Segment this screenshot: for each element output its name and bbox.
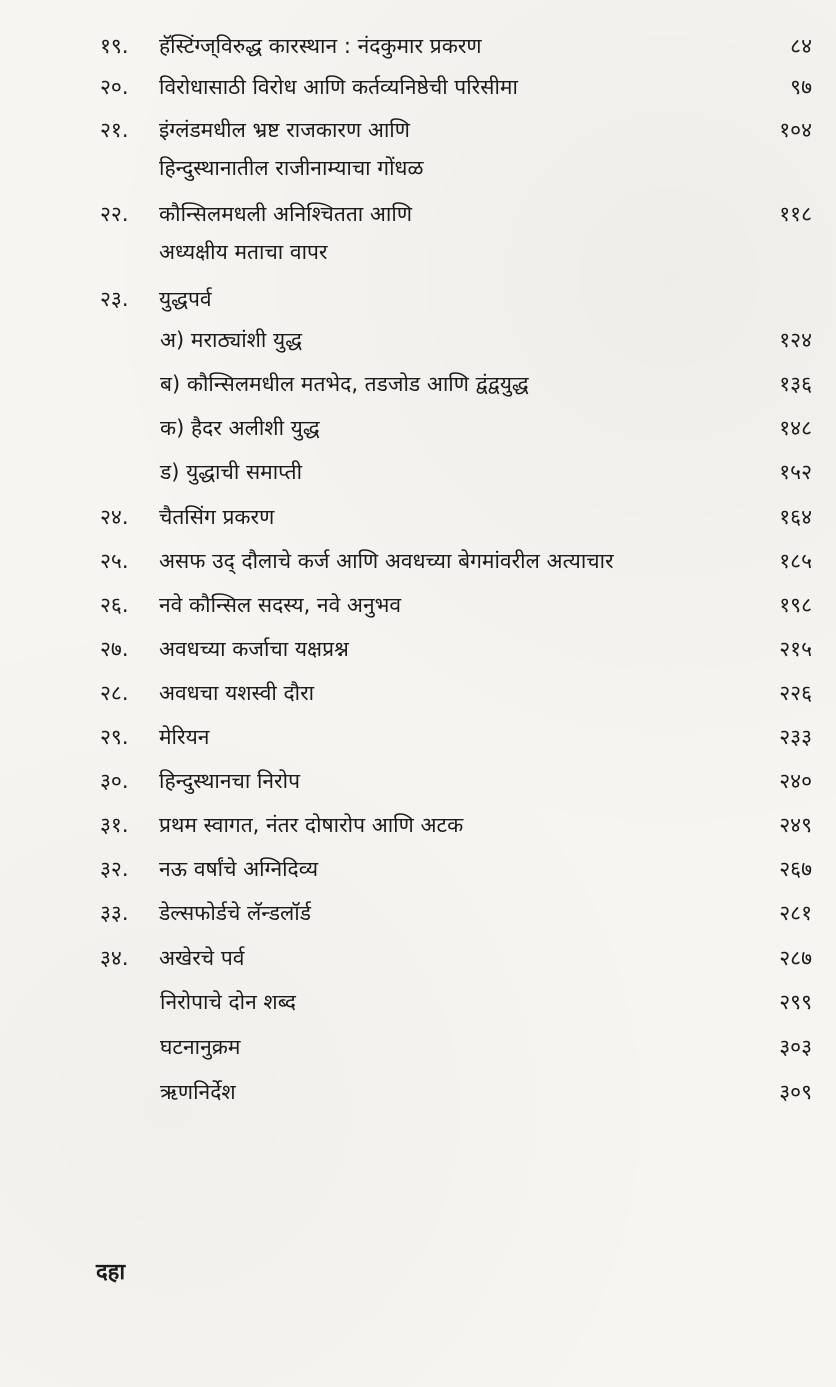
entry-page-number: १४८: [779, 416, 812, 440]
toc-entry: [0, 326, 836, 366]
entry-page-number: २४०: [779, 769, 812, 793]
entry-number: २६.: [100, 593, 129, 617]
page-footer-label: दहा: [96, 1260, 126, 1285]
entry-title: नवे कौन्सिल सदस्य, नवे अनुभव: [159, 593, 402, 617]
toc-entry: [0, 503, 836, 543]
entry-title: हॅस्टिंग्ज्‌विरुद्ध कारस्थान : नंदकुमार प्रकरण: [159, 34, 482, 58]
toc-entry: [0, 944, 836, 984]
entry-title-continued: अध्यक्षीय मताचा वापर: [159, 240, 328, 264]
entry-title: प्रथम स्वागत, नंतर दोषारोप आणि अटक: [159, 813, 464, 837]
entry-number: ३१.: [100, 813, 129, 837]
entry-page-number: २९९: [779, 990, 812, 1014]
entry-page-number: १९८: [779, 593, 812, 617]
toc-entry: [0, 635, 836, 675]
entry-title: नऊ वर्षांचे अग्निदिव्य: [159, 857, 319, 881]
entry-number: ३३.: [100, 901, 129, 925]
toc-entry: [0, 988, 836, 1028]
entry-title: अवधच्या कर्जाचा यक्षप्रश्न: [159, 637, 349, 661]
entry-page-number: २३३: [779, 725, 812, 749]
toc-entry: [0, 855, 836, 895]
entry-title: ऋणनिर्देश: [160, 1080, 236, 1104]
entry-title: युद्धपर्व: [159, 287, 212, 311]
entry-title: अखेरचे पर्व: [159, 946, 245, 970]
toc-entry: [0, 723, 836, 763]
toc-entry: [0, 591, 836, 631]
entry-number: ३४.: [100, 946, 129, 970]
entry-page-number: ११८: [779, 202, 812, 226]
entry-number: ३२.: [100, 857, 129, 881]
entry-title: घटनानुक्रम: [160, 1035, 241, 1059]
entry-title: अ) मराठ्यांशी युद्ध: [160, 328, 302, 352]
entry-title: ड) युद्धाची समाप्ती: [160, 460, 303, 484]
toc-entry: [0, 414, 836, 454]
entry-title-continued: हिन्दुस्थानातील राजीनाम्याचा गोंधळ: [159, 156, 424, 180]
entry-number: २३.: [100, 287, 129, 311]
entry-number: १९.: [100, 34, 129, 58]
entry-page-number: ३०९: [779, 1080, 812, 1104]
entry-number: २५.: [100, 549, 129, 573]
entry-number: ३०.: [100, 769, 129, 793]
entry-title: चैतसिंग प्रकरण: [159, 505, 275, 529]
entry-page-number: २२६: [779, 681, 812, 705]
entry-page-number: ३०३: [779, 1035, 812, 1059]
entry-page-number: ८४: [790, 34, 812, 58]
entry-title: निरोपाचे दोन शब्द: [160, 990, 296, 1014]
toc-entry: [0, 899, 836, 939]
entry-title: अवधचा यशस्वी दौरा: [159, 681, 315, 705]
toc-entry: [0, 1033, 836, 1073]
toc-entry: [0, 370, 836, 410]
entry-number: २७.: [100, 637, 129, 661]
entry-page-number: १८५: [779, 549, 812, 573]
entry-page-number: ९७: [790, 75, 812, 99]
entry-page-number: २१५: [779, 637, 812, 661]
entry-number: २०.: [100, 75, 129, 99]
entry-title: इंग्लंडमधील भ्रष्ट राजकारण आणि: [159, 118, 410, 142]
toc-entry: [0, 32, 836, 72]
entry-title: डेल्सफोर्डचे लॅन्डलॉर्ड: [159, 901, 311, 925]
entry-page-number: १३६: [779, 372, 812, 396]
toc-entry: [0, 116, 836, 188]
entry-title: क) हैदर अलीशी युद्ध: [160, 416, 320, 440]
entry-page-number: २४९: [779, 813, 812, 837]
entry-number: २४.: [100, 505, 129, 529]
toc-entry: [0, 1078, 836, 1118]
toc-entry: [0, 285, 836, 325]
toc-entry: [0, 811, 836, 851]
entry-title: कौन्सिलमधली अनिश्चितता आणि: [159, 202, 413, 226]
entry-page-number: १०४: [779, 118, 812, 142]
toc-entry: [0, 458, 836, 498]
entry-title: असफ उद्‌ दौलाचे कर्ज आणि अवधच्या बेगमांवरील अत्याचार: [159, 549, 614, 573]
entry-page-number: २८७: [779, 946, 812, 970]
toc-entry: [0, 200, 836, 272]
entry-page-number: १६४: [779, 505, 812, 529]
entry-page-number: १२४: [779, 328, 812, 352]
toc-entry: [0, 73, 836, 113]
toc-entry: [0, 547, 836, 587]
entry-title: मेरियन: [159, 725, 210, 749]
entry-page-number: २८१: [779, 901, 812, 925]
entry-title: हिन्दुस्थानचा निरोप: [159, 769, 300, 793]
entry-number: २१.: [100, 118, 129, 142]
entry-page-number: १५२: [779, 460, 812, 484]
entry-number: २९.: [100, 725, 129, 749]
entry-title: विरोधासाठी विरोध आणि कर्तव्यनिष्ठेची परिसीमा: [159, 75, 518, 99]
toc-entry: [0, 767, 836, 807]
entry-number: २२.: [100, 202, 129, 226]
entry-number: २८.: [100, 681, 129, 705]
toc-entry: [0, 679, 836, 719]
entry-title: ब) कौन्सिलमधील मतभेद, तडजोड आणि द्वंद्वयुद्ध: [160, 372, 529, 396]
entry-page-number: २६७: [779, 857, 812, 881]
